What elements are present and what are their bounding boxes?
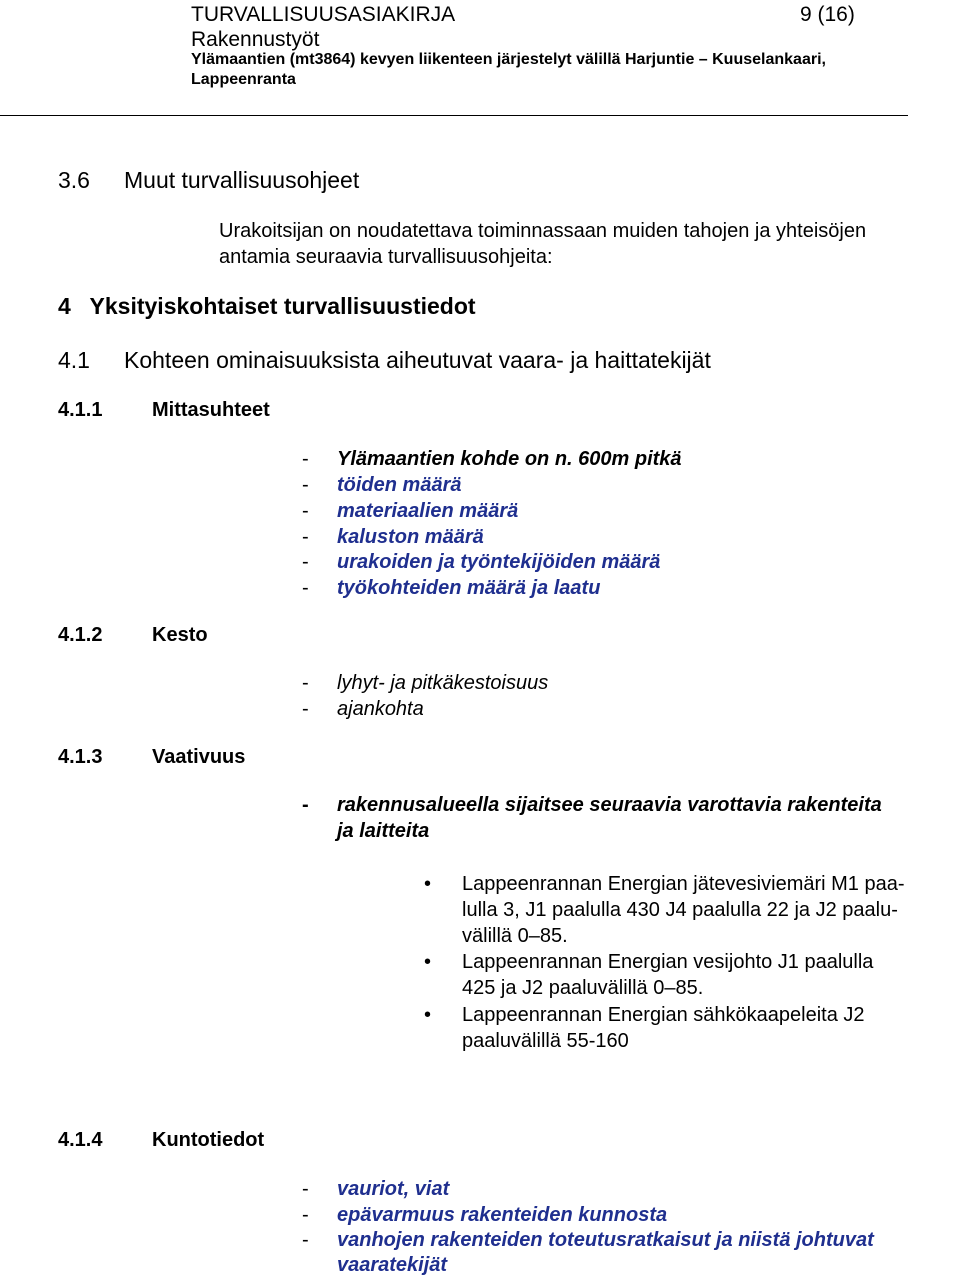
list-item-continuation: vaaratekijät xyxy=(337,1254,448,1276)
project-name-line-1: Ylämaantien (mt3864) kevyen liikenteen järjestelyt välillä Harjuntie – Kuuselankaari, xyxy=(191,51,826,68)
list-dash: - xyxy=(302,1229,309,1251)
bullet-item-line: Lappeenrannan Energian sähkökaapeleita J2 xyxy=(462,1004,865,1026)
list-item: lyhyt- ja pitkäkestoisuus xyxy=(337,672,549,694)
list-item: töiden määrä xyxy=(337,474,462,496)
list-item: urakoiden ja työntekijöiden määrä xyxy=(337,551,661,573)
bullet-item-line: välillä 0–85. xyxy=(462,925,568,947)
list-dash: - xyxy=(302,474,309,496)
list-dash: - xyxy=(302,698,309,720)
list-dash: - xyxy=(302,500,309,522)
list-item: Ylämaantien kohde on n. 600m pitkä xyxy=(337,448,682,470)
list-item: epävarmuus rakenteiden kunnosta xyxy=(337,1204,668,1226)
list-dash: - xyxy=(302,1178,309,1200)
section-4-1-number: 4.1 xyxy=(58,347,90,373)
section-3-6-paragraph-line-1: Urakoitsijan on noudatettava toiminnassaan muiden tahojen ja yhteisöjen xyxy=(219,220,867,242)
section-4-1-4-title: Kuntotiedot xyxy=(152,1129,265,1151)
list-dash: - xyxy=(302,577,309,599)
section-4-title: 4 Yksityiskohtaiset turvallisuustiedot xyxy=(58,293,476,319)
section-4-1-title: Kohteen ominaisuuksista aiheutuvat vaara- ja haittatekijät xyxy=(124,347,711,373)
bullet-item-line: Lappeenrannan Energian vesijohto J1 paalulla xyxy=(462,951,874,973)
section-4-1-4-number: 4.1.4 xyxy=(58,1129,103,1151)
list-item: materiaalien määrä xyxy=(337,500,519,522)
document-title: TURVALLISUUSASIAKIRJA xyxy=(191,3,456,26)
list-item-line-2: ja laitteita xyxy=(337,820,430,842)
bullet-item-line: lulla 3, J1 paalulla 430 J4 paalulla 22 ja J2 paalu- xyxy=(462,899,898,921)
header-divider xyxy=(0,115,908,116)
section-4-1-2-number: 4.1.2 xyxy=(58,624,103,646)
list-item: kaluston määrä xyxy=(337,526,484,548)
list-dash: - xyxy=(302,794,309,816)
section-4-1-2-title: Kesto xyxy=(152,624,208,646)
bullet-icon: • xyxy=(424,1004,432,1026)
bullet-item-line: 425 ja J2 paaluvälillä 0–85. xyxy=(462,977,704,999)
page-number: 9 (16) xyxy=(800,3,855,26)
bullet-icon: • xyxy=(424,951,432,973)
section-3-6-paragraph-line-2: antamia seuraavia turvallisuusohjeita: xyxy=(219,246,553,268)
list-item: työkohteiden määrä ja laatu xyxy=(337,577,601,599)
list-dash: - xyxy=(302,1204,309,1226)
list-dash: - xyxy=(302,526,309,548)
section-4-1-1-title: Mittasuhteet xyxy=(152,399,270,421)
bullet-item-line: paaluvälillä 55-160 xyxy=(462,1030,629,1052)
list-item: vauriot, viat xyxy=(337,1178,450,1200)
list-dash: - xyxy=(302,672,309,694)
list-item: vanhojen rakenteiden toteutusratkaisut ja niistä johtuvat xyxy=(337,1229,874,1251)
section-4-1-1-number: 4.1.1 xyxy=(58,399,103,421)
section-3-6-number: 3.6 xyxy=(58,167,90,193)
bullet-item-line: Lappeenrannan Energian jätevesiviemäri M1 paa- xyxy=(462,873,905,895)
list-dash: - xyxy=(302,448,309,470)
section-4-1-3-title: Vaativuus xyxy=(152,746,246,768)
section-3-6-title: Muut turvallisuusohjeet xyxy=(124,167,360,193)
list-dash: - xyxy=(302,551,309,573)
list-item: ajankohta xyxy=(337,698,424,720)
project-name-line-2: Lappeenranta xyxy=(191,71,296,88)
bullet-icon: • xyxy=(424,873,432,895)
section-4-1-3-number: 4.1.3 xyxy=(58,746,103,768)
list-item-line-1: rakennusalueella sijaitsee seuraavia varottavia rakenteita xyxy=(337,794,882,816)
document-subtitle: Rakennustyöt xyxy=(191,28,320,51)
